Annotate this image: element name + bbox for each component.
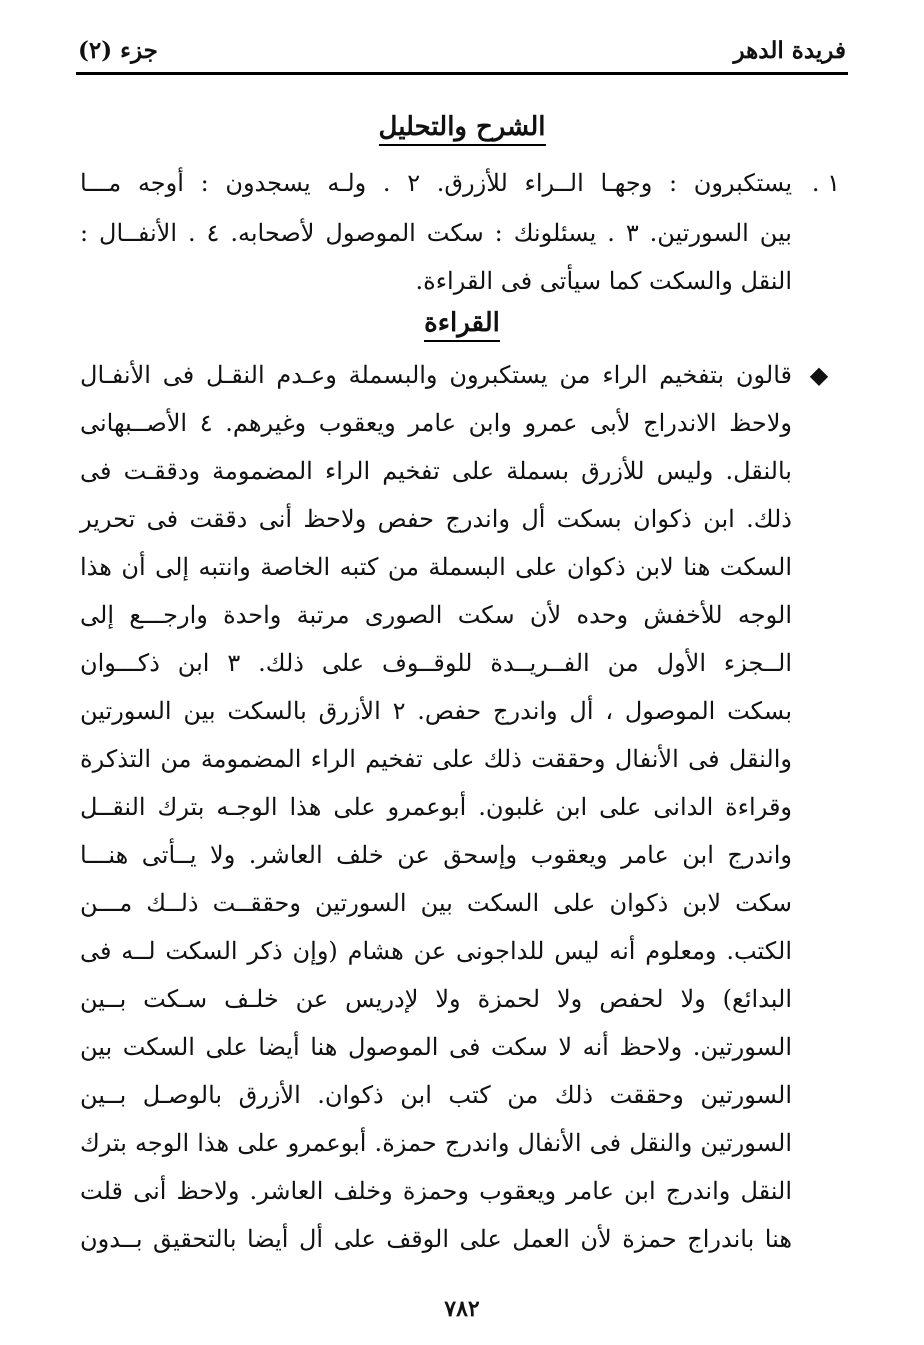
part-label: جزء (٢)	[78, 36, 158, 64]
reading-line: السكت هنا لابن ذكوان على البسملة من كتبه الخاصة وانتبه إلى أن هذا	[80, 553, 792, 581]
item-marker: ١ .	[811, 169, 840, 197]
reading-line: ذلك. ابن ذكوان بسكت أل واندرج حفص ولاحظ أنى دققت فى تحرير	[80, 505, 792, 533]
reading-line: هنا باندراج حمزة لأن العمل على الوقف على أل أيضا بالتحقيق بــدون	[80, 1225, 792, 1253]
reading-line: السورتين والنقل فى الأنفال واندرج حمزة. أبوعمرو على هذا الوجه بترك	[80, 1129, 792, 1157]
reading-line: السورتين. ولاحظ أنه لا سكت فى الموصول هنا أيضا على السكت بين	[80, 1033, 792, 1061]
book-title: فريدة الدهر	[733, 36, 846, 64]
diamond-bullet-icon: ◆	[809, 361, 829, 389]
reading-heading-text: القراءة	[424, 308, 500, 342]
reading-line: بالنقل. وليس للأزرق بسملة على تفخيم الراء المضمومة ودققـت فى	[80, 457, 792, 485]
running-header	[78, 30, 846, 70]
commentary-line: بين السورتين. ٣ . يسئلونك : سكت الموصول لأصحابه. ٤ . الأنفــال :	[80, 219, 792, 247]
header-rule	[76, 72, 848, 75]
reading-line: سكت لابن ذكوان على السكت بين السورتين وحققــت ذلــك مـــن	[80, 889, 792, 917]
reading-line: بسكت الموصول ، أل واندرج حفص. ٢ الأزرق بالسكت بين السورتين	[80, 697, 792, 725]
commentary-line: النقل والسكت كما سيأتى فى القراءة.	[415, 267, 792, 295]
reading-line: وقراءة الدانى على ابن غلبون. أبوعمرو على هذا الوجـه بترك النقــل	[80, 793, 792, 821]
reading-line: الــجزء الأول من الفــريــدة للوقــوف على ذلك. ٣ ابن ذكـــوان	[80, 649, 792, 677]
reading-line: الكتب. ومعلوم أنه ليس للداجونى عن هشام (وإن ذكر السكت لــه فى	[80, 937, 792, 965]
reading-line: ولاحظ الاندراج لأبى عمرو وابن عامر ويعقوب وغيرهم. ٤ الأصــبهانى	[80, 409, 792, 437]
page-number: ٧٨٢	[444, 1296, 480, 1322]
reading-heading	[0, 308, 924, 342]
reading-line: البدائع) ولا لحفص ولا لحمزة ولا لإدريس عن خلـف سـكت بــين	[80, 985, 792, 1013]
section-heading	[0, 112, 924, 146]
reading-line: السورتين وحققت ذلك من كتب ابن ذكوان. الأزرق بالوصـل بــين	[80, 1081, 792, 1109]
reading-line: النقل واندرج ابن عامر ويعقوب وحمزة وخلف العاشر. ولاحظ أنى قلت	[80, 1177, 793, 1205]
section-heading-text: الشرح والتحليل	[379, 112, 546, 146]
reading-line: والنقل فى الأنفال وحققت ذلك على تفخيم الراء المضمومة من التذكرة	[80, 745, 792, 773]
commentary-line: يستكبرون : وجهـا الــراء للأزرق. ٢ . ولـه يسجدون : أوجه مـــا	[80, 169, 793, 197]
reading-line: الوجه للأخفش وحده لأن سكت الصورى مرتبة واحدة وارجـــع إلى	[80, 601, 792, 629]
reading-line: واندرج ابن عامر ويعقوب وإسحق عن خلف العاشر. ولا يــأتى هنـــا	[80, 841, 792, 869]
reading-line: قالون بتفخيم الراء من يستكبرون والبسملة وعـدم النقـل فى الأنفـال	[80, 361, 792, 389]
